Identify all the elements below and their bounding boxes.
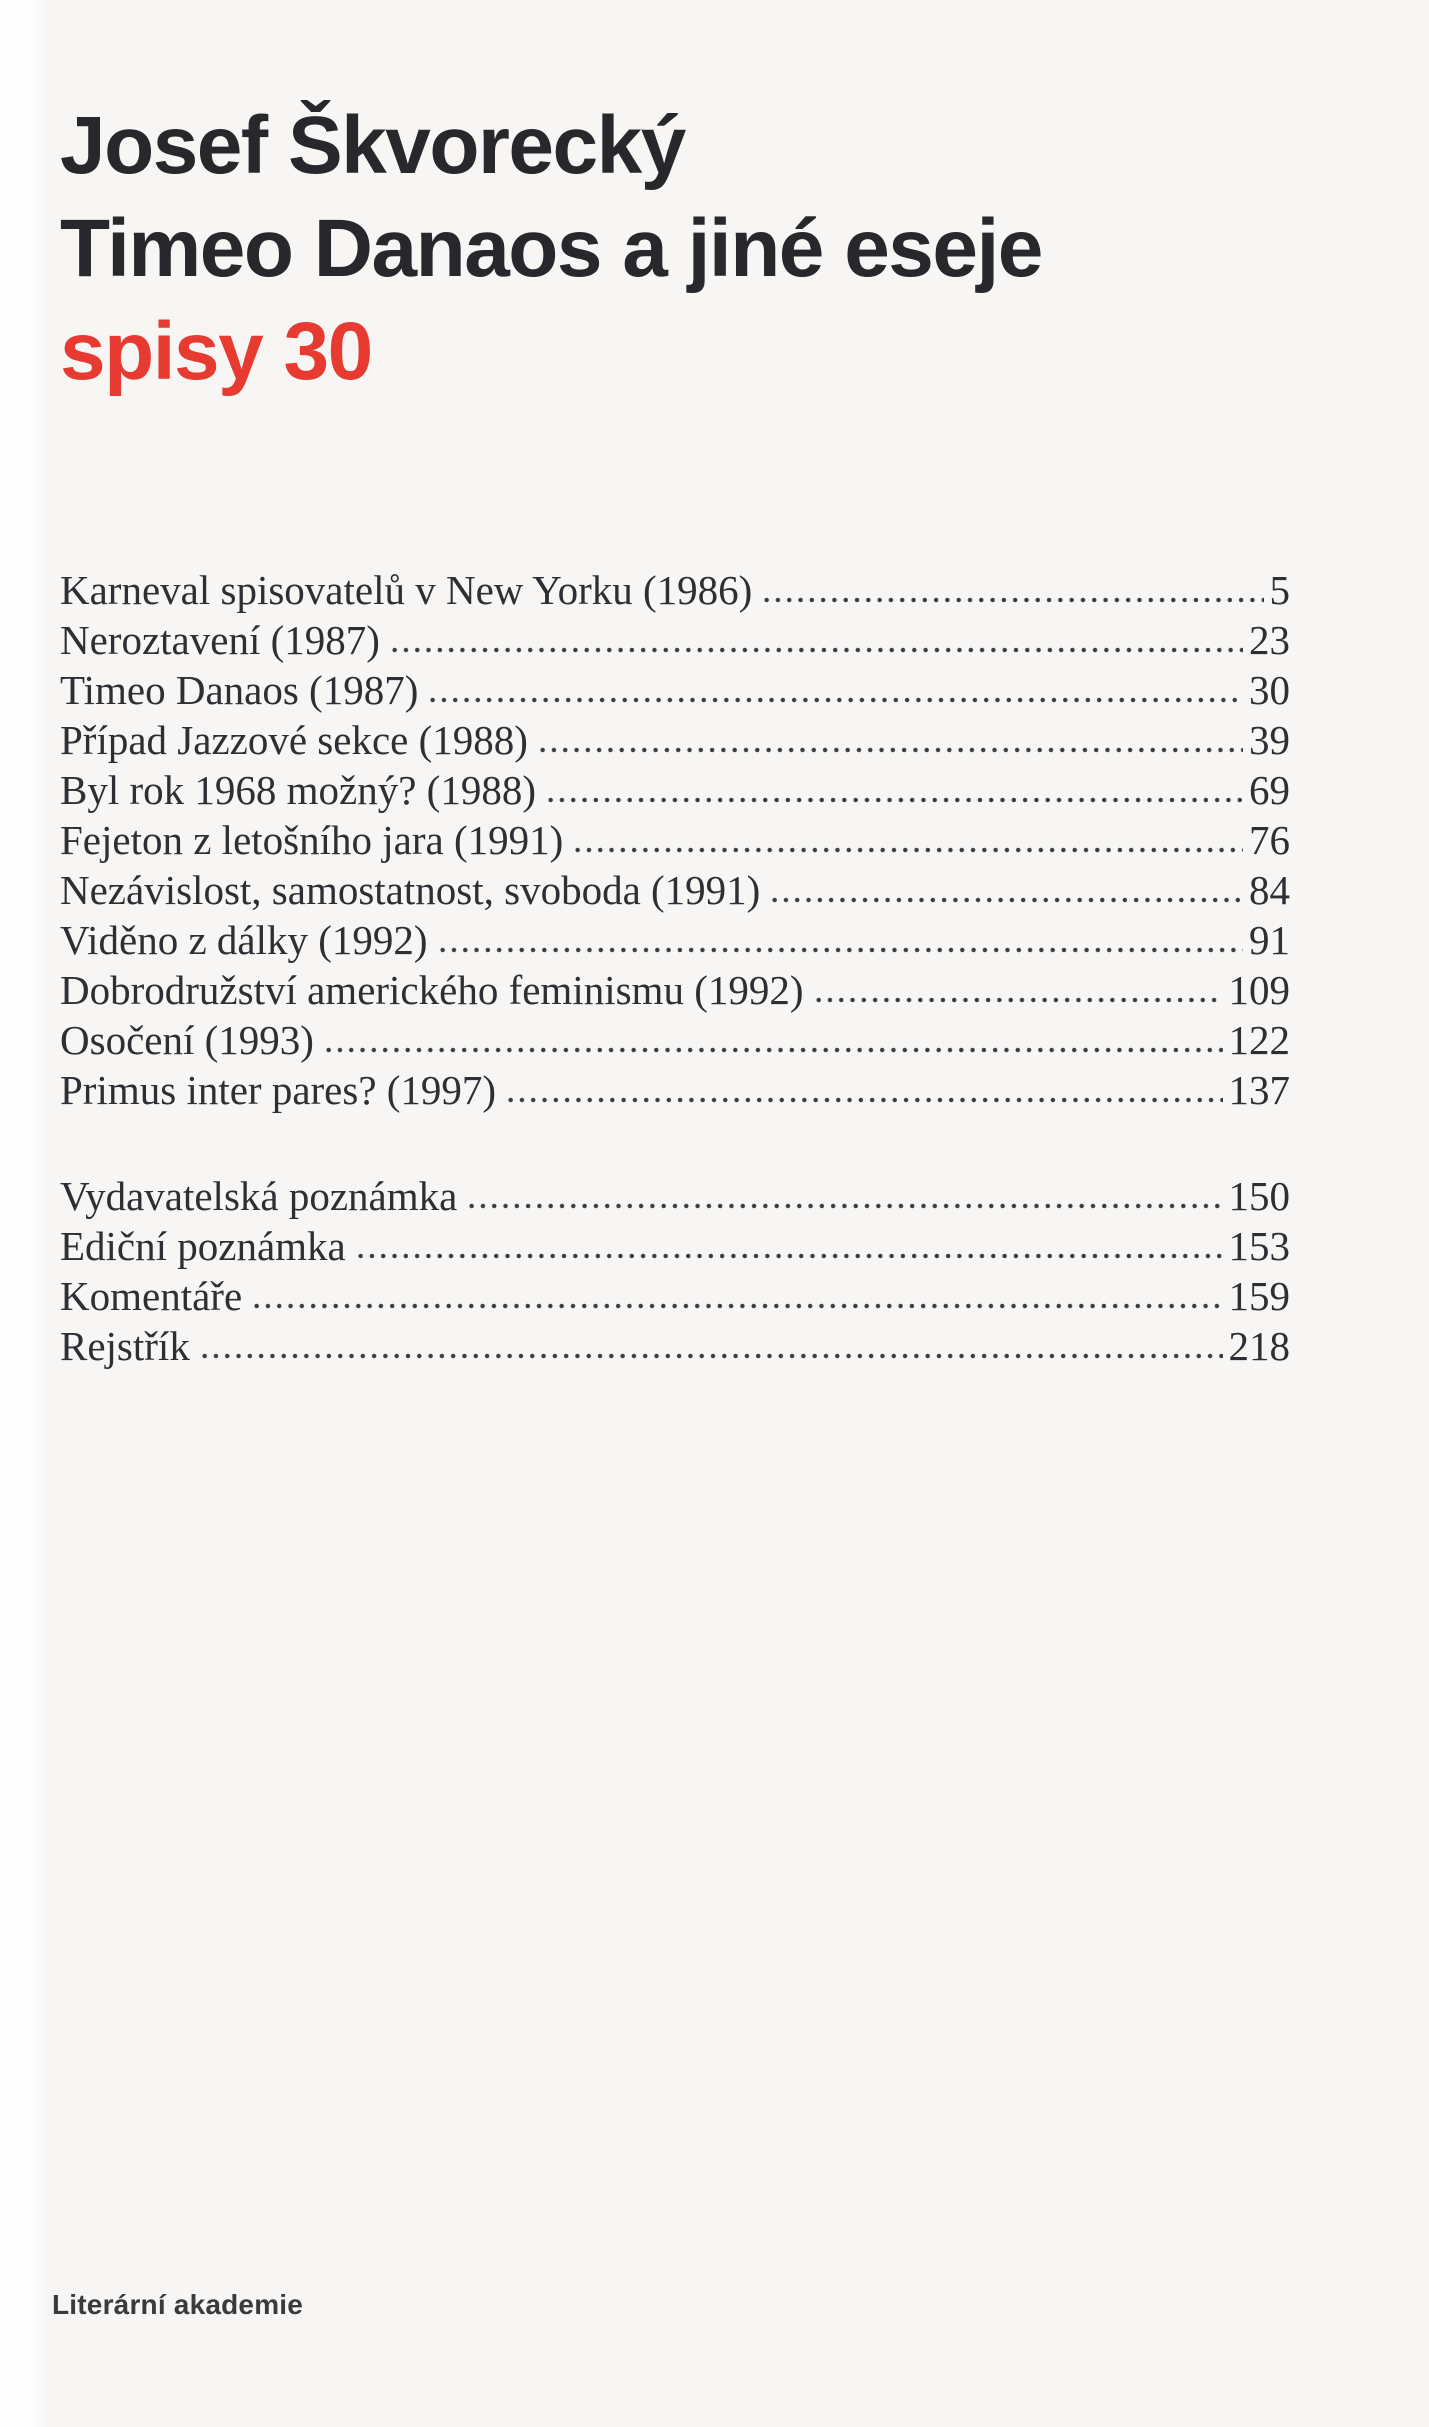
toc-entry-page: 23 <box>1249 617 1290 663</box>
toc-entry-page: 5 <box>1269 567 1290 613</box>
toc-entry-title: Rejstřík <box>60 1323 190 1369</box>
toc-entry <box>60 1271 1290 1321</box>
toc-entry <box>60 665 1290 715</box>
toc-entry-title: Viděno z dálky (1992) <box>60 917 428 963</box>
dotted-leader <box>355 1252 1223 1260</box>
publisher-imprint: Literární akademie <box>52 2289 304 2320</box>
toc-entry-title: Primus inter pares? (1997) <box>60 1067 497 1113</box>
toc-entry <box>60 1171 1290 1221</box>
toc-entry <box>60 1065 1290 1115</box>
dotted-leader <box>813 996 1223 1004</box>
toc-entry <box>60 565 1290 615</box>
book-title: Timeo Danaos a jiné eseje <box>60 203 1042 294</box>
toc-entry-page: 76 <box>1249 817 1290 863</box>
toc-entry-title: Neroztavení (1987) <box>60 617 380 663</box>
toc-entry-title: Karneval spisovatelů v New Yorku (1986) <box>60 567 753 613</box>
toc-entry-page: 84 <box>1249 867 1290 913</box>
dotted-leader <box>199 1352 1223 1360</box>
dotted-leader <box>761 596 1263 604</box>
toc-entry-page: 150 <box>1228 1173 1290 1219</box>
toc-entry-page: 30 <box>1249 667 1290 713</box>
toc-entry <box>60 765 1290 815</box>
book-author: Josef Škvorecký <box>60 100 685 191</box>
toc-entry-title: Osočení (1993) <box>60 1017 314 1063</box>
dotted-leader <box>466 1202 1222 1210</box>
toc-entry-page: 218 <box>1228 1323 1290 1369</box>
dotted-leader <box>572 846 1243 854</box>
dotted-leader <box>505 1096 1222 1104</box>
toc-entry <box>60 1221 1290 1271</box>
toc-entry <box>60 965 1290 1015</box>
toc-entry-page: 39 <box>1249 717 1290 763</box>
dotted-leader <box>323 1046 1223 1054</box>
toc-entry-page: 122 <box>1228 1017 1290 1063</box>
table-of-contents <box>60 565 1290 1371</box>
toc-entry-page: 91 <box>1249 917 1290 963</box>
toc-entry-page: 137 <box>1228 1067 1290 1113</box>
toc-group-apparatus <box>60 1171 1290 1371</box>
toc-entry-title: Případ Jazzové sekce (1988) <box>60 717 528 763</box>
toc-entry-title: Ediční poznámka <box>60 1223 346 1269</box>
dotted-leader <box>537 746 1243 754</box>
toc-entry <box>60 865 1290 915</box>
toc-entry-title: Timeo Danaos (1987) <box>60 667 419 713</box>
dotted-leader <box>427 696 1243 704</box>
toc-group-essays <box>60 565 1290 1115</box>
title-block <box>60 94 1042 403</box>
toc-entry-title: Nezávislost, samostatnost, svoboda (1991) <box>60 867 761 913</box>
toc-entry-title: Byl rok 1968 možný? (1988) <box>60 767 536 813</box>
toc-entry-title: Vydavatelská poznámka <box>60 1173 458 1219</box>
toc-entry <box>60 915 1290 965</box>
toc-entry-title: Komentáře <box>60 1273 243 1319</box>
dotted-leader <box>545 796 1243 804</box>
series-label: spisy 30 <box>60 306 372 397</box>
toc-entry <box>60 1015 1290 1065</box>
toc-entry <box>60 815 1290 865</box>
toc-entry <box>60 715 1290 765</box>
dotted-leader <box>251 1302 1222 1310</box>
toc-entry <box>60 1321 1290 1371</box>
dotted-leader <box>389 646 1243 654</box>
toc-entry-page: 109 <box>1228 967 1290 1013</box>
toc-entry-title: Fejeton z letošního jara (1991) <box>60 817 564 863</box>
dotted-leader <box>437 946 1243 954</box>
toc-entry-page: 153 <box>1228 1223 1290 1269</box>
dotted-leader <box>769 896 1243 904</box>
toc-entry-page: 159 <box>1228 1273 1290 1319</box>
toc-entry <box>60 615 1290 665</box>
toc-entry-page: 69 <box>1249 767 1290 813</box>
toc-entry-title: Dobrodružství amerického feminismu (1992) <box>60 967 804 1013</box>
